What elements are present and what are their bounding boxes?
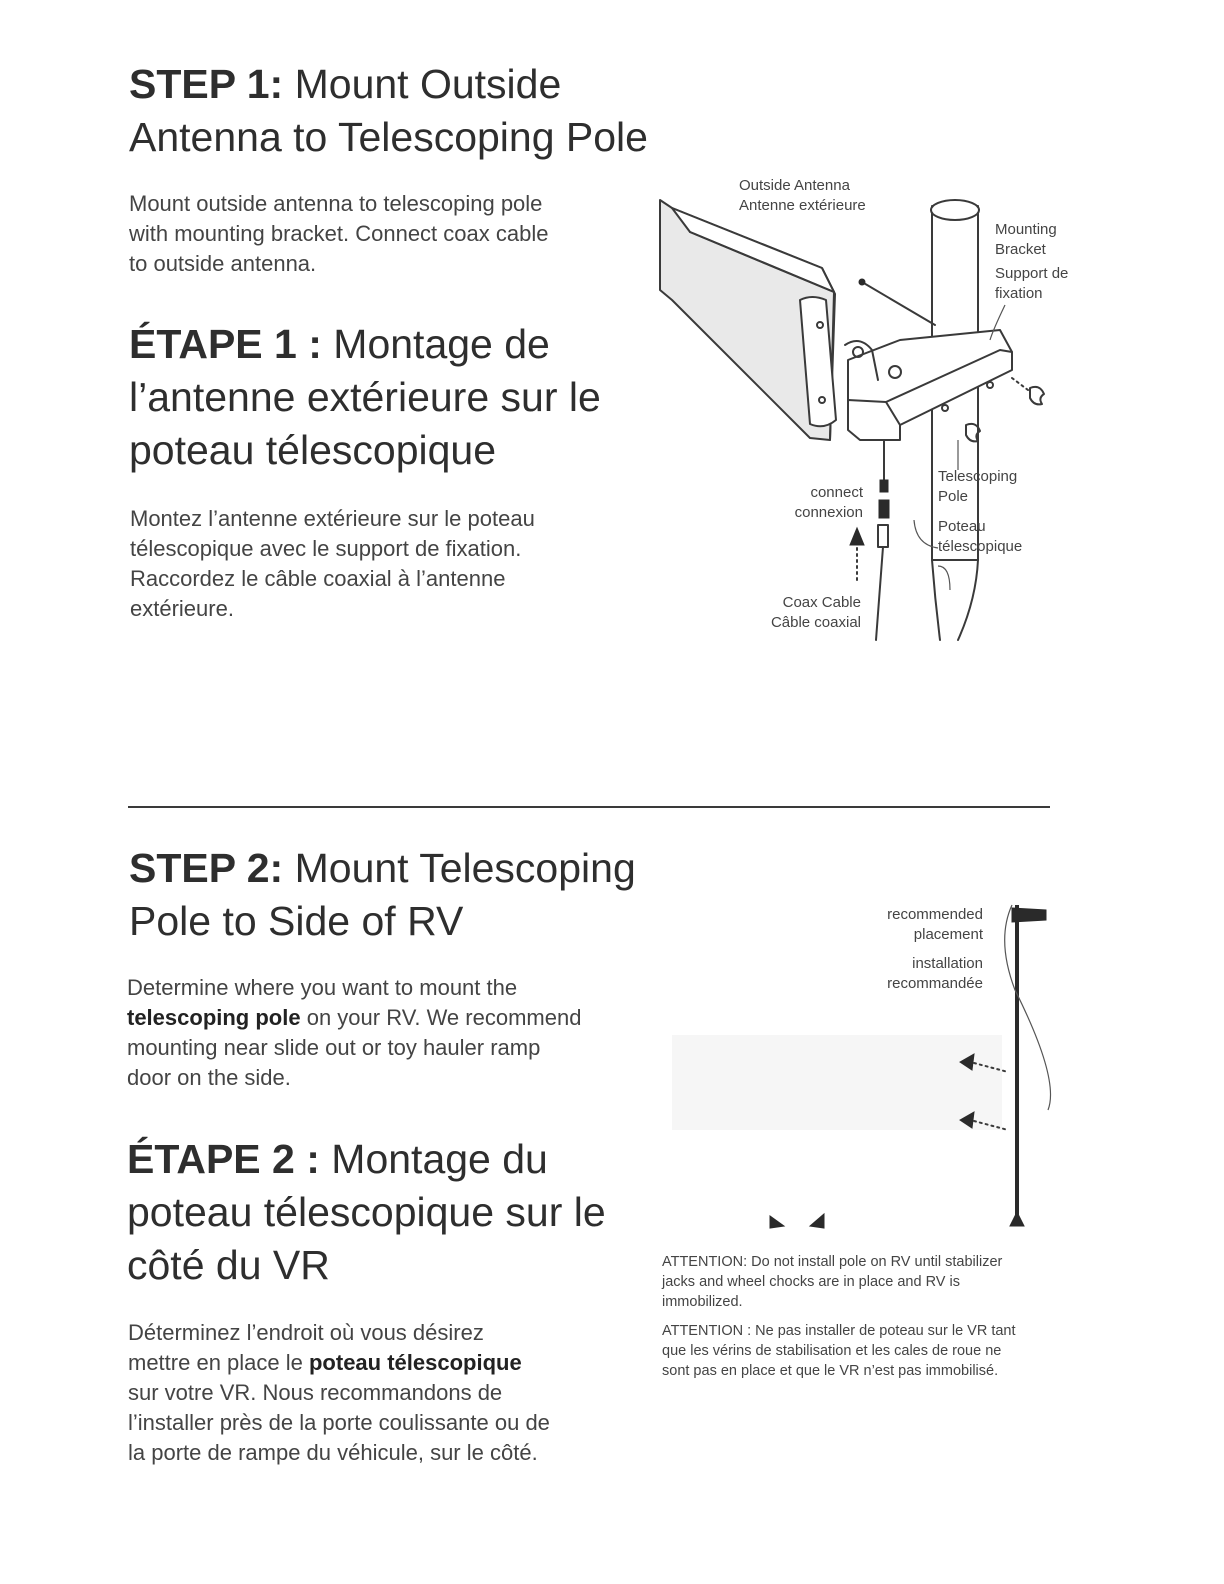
step2-body-line: Determine where you want to mount the: [127, 975, 518, 1000]
etape2-body-line: sur votre VR. Nous recommandons de: [128, 1380, 503, 1405]
step1-heading-line1: Mount Outside: [294, 61, 562, 107]
label-connect-fr: connexion: [794, 504, 863, 521]
etape1-body-line: extérieure.: [130, 596, 234, 621]
label-outside-antenna-fr: Antenne extérieure: [739, 197, 866, 214]
label-recommended-fr: recommandée: [887, 975, 983, 992]
etape1-heading-line3: poteau télescopique: [129, 427, 497, 473]
label-telescoping-pole-fr: télescopique: [938, 538, 1023, 555]
etape2-heading-line2: poteau télescopique sur le: [127, 1189, 606, 1235]
step2-heading-lead: STEP 2:: [129, 845, 284, 891]
attention-fr-line: que les vérins de stabilisation et les cales de roue ne: [662, 1343, 1002, 1359]
etape2-body-bold: poteau télescopique: [308, 1350, 522, 1375]
step1-body-line: to outside antenna.: [129, 251, 317, 276]
etape1-heading-line1: Montage de: [333, 321, 550, 367]
label-mounting-bracket-fr: fixation: [995, 285, 1043, 302]
etape2-heading-lead: ÉTAPE 2 :: [127, 1136, 320, 1182]
etape2-body-line: mettre en place le: [128, 1350, 309, 1375]
label-telescoping-pole-fr: Poteau: [938, 518, 986, 535]
label-connect-en: connect: [810, 484, 863, 501]
etape2-heading-line3: côté du VR: [127, 1242, 330, 1288]
attention-note-en: [662, 1252, 1002, 1312]
step2-body-line: mounting near slide out or toy hauler ramp: [127, 1035, 541, 1060]
attention-en-line: immobilized.: [662, 1294, 743, 1310]
etape1-body-line: Raccordez le câble coaxial à l’antenne: [130, 566, 506, 591]
attention-note-fr: [662, 1321, 1016, 1381]
label-mounting-bracket-en: Bracket: [995, 241, 1046, 258]
etape1-body-line: Montez l’antenne extérieure sur le poteau: [130, 506, 535, 531]
label-coax-cable-en: Coax Cable: [782, 594, 861, 611]
attention-en-line: jacks and wheel chocks are in place and RV is: [662, 1274, 960, 1290]
label-mounting-bracket-en: Mounting: [995, 221, 1057, 238]
label-mounting-bracket-fr: Support de: [995, 265, 1069, 282]
step2-body-line: door on the side.: [127, 1065, 291, 1090]
label-coax-cable-fr: Câble coaxial: [770, 614, 861, 631]
etape1-heading-line2: l’antenne extérieure sur le: [129, 374, 601, 420]
attention-en-line: ATTENTION: Do not install pole on RV until stabilizer: [662, 1254, 1003, 1270]
label-telescoping-pole-en: Telescoping: [938, 468, 1018, 485]
label-recommended-placement: [850, 905, 983, 945]
label-recommended-en: placement: [913, 926, 983, 943]
step2-heading-line1: Mount Telescoping: [294, 845, 636, 891]
etape1-heading-lead: ÉTAPE 1 :: [129, 321, 322, 367]
attention-fr-line: ATTENTION : Ne pas installer de poteau sur le VR tant: [662, 1323, 1016, 1339]
label-installation-recommandee: [850, 954, 983, 994]
step2-body-bold: telescoping pole: [127, 1005, 301, 1030]
attention-fr-line: sont pas en place et que le VR n’est pas immobilisé.: [662, 1363, 999, 1379]
etape2-heading-line1: Montage du: [331, 1136, 548, 1182]
step1-body-line: with mounting bracket. Connect coax cable: [129, 221, 549, 246]
label-telescoping-pole-en: Pole: [938, 488, 969, 505]
step2-heading-line2: Pole to Side of RV: [129, 898, 464, 944]
step1-heading-lead: STEP 1:: [129, 61, 284, 107]
label-recommended-en: recommended: [887, 906, 983, 923]
label-recommended-fr: installation: [912, 955, 983, 972]
step1-heading-line2: Antenna to Telescoping Pole: [129, 114, 648, 160]
label-outside-antenna-en: Outside Antenna: [739, 177, 850, 194]
etape2-body-line: la porte de rampe du véhicule, sur le côté.: [128, 1440, 538, 1465]
step2-body-line: on your RV. We recommend: [300, 1005, 582, 1030]
etape2-body-line: l’installer près de la porte coulissante ou de: [128, 1410, 550, 1435]
etape2-body-line: Déterminez l’endroit où vous désirez: [128, 1320, 484, 1345]
step1-body-line: Mount outside antenna to telescoping pole: [129, 191, 543, 216]
etape1-body-line: télescopique avec le support de fixation.: [130, 536, 522, 561]
